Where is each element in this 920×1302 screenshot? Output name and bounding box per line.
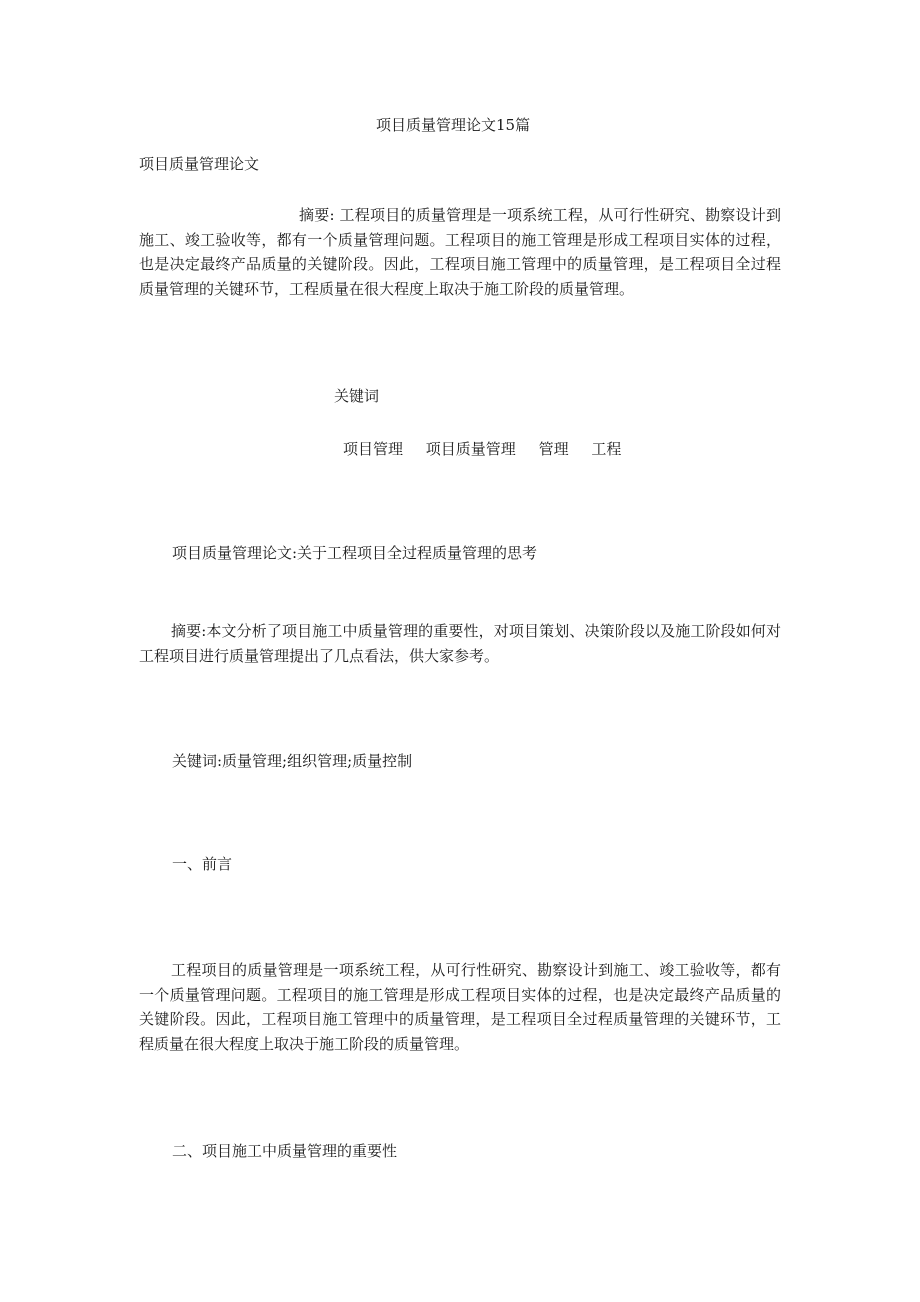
article-title: 项目质量管理论文:关于工程项目全过程质量管理的思考: [172, 544, 538, 562]
keyword-item: 项目质量管理: [425, 440, 516, 458]
document-title: 项目质量管理论文15篇: [376, 116, 531, 134]
document-subtitle: 项目质量管理论文: [139, 155, 260, 173]
article-abstract: 摘要:本文分析了项目施工中质量管理的重要性，对项目策划、决策阶段以及施工阶段如何对工程项目进行质量管理提出了几点看法，供大家参考。: [139, 622, 781, 665]
keywords-list: [343, 437, 621, 461]
keyword-item: 管理: [538, 440, 569, 458]
section-intro-body: 工程项目的质量管理是一项系统工程，从可行性研究、勘察设计到施工、竣工验收等，都有一个质量管理问题。工程项目的施工管理是形成工程项目实体的过程，也是决定最终产品质量的关键阶段。因此，工程项目施工管理中的质量管理，是工程项目全过程质量管理的关键环节，工程质量在很大程度上取决于施工阶段的质量管理。: [139, 961, 781, 1053]
section-heading-intro: 一、前言: [172, 855, 233, 873]
abstract-paragraph: 摘要: 工程项目的质量管理是一项系统工程，从可行性研究、勘察设计到施工、竣工验收等，都有一个质量管理问题。工程项目的施工管理是形成工程项目实体的过程，也是决定最终产品质量的关键阶段。因此，工程项目施工管理中的质量管理，是工程项目全过程质量管理的关键环节，工程质量在很大程度上取决于施工阶段的质量管理。: [139, 206, 781, 298]
article-keywords: 关键词:质量管理;组织管理;质量控制: [172, 752, 413, 770]
section-heading-importance: 二、项目施工中质量管理的重要性: [172, 1142, 398, 1160]
keyword-item: 项目管理: [343, 440, 404, 458]
keywords-heading: 关键词: [334, 387, 380, 405]
keyword-item: 工程: [591, 440, 622, 458]
